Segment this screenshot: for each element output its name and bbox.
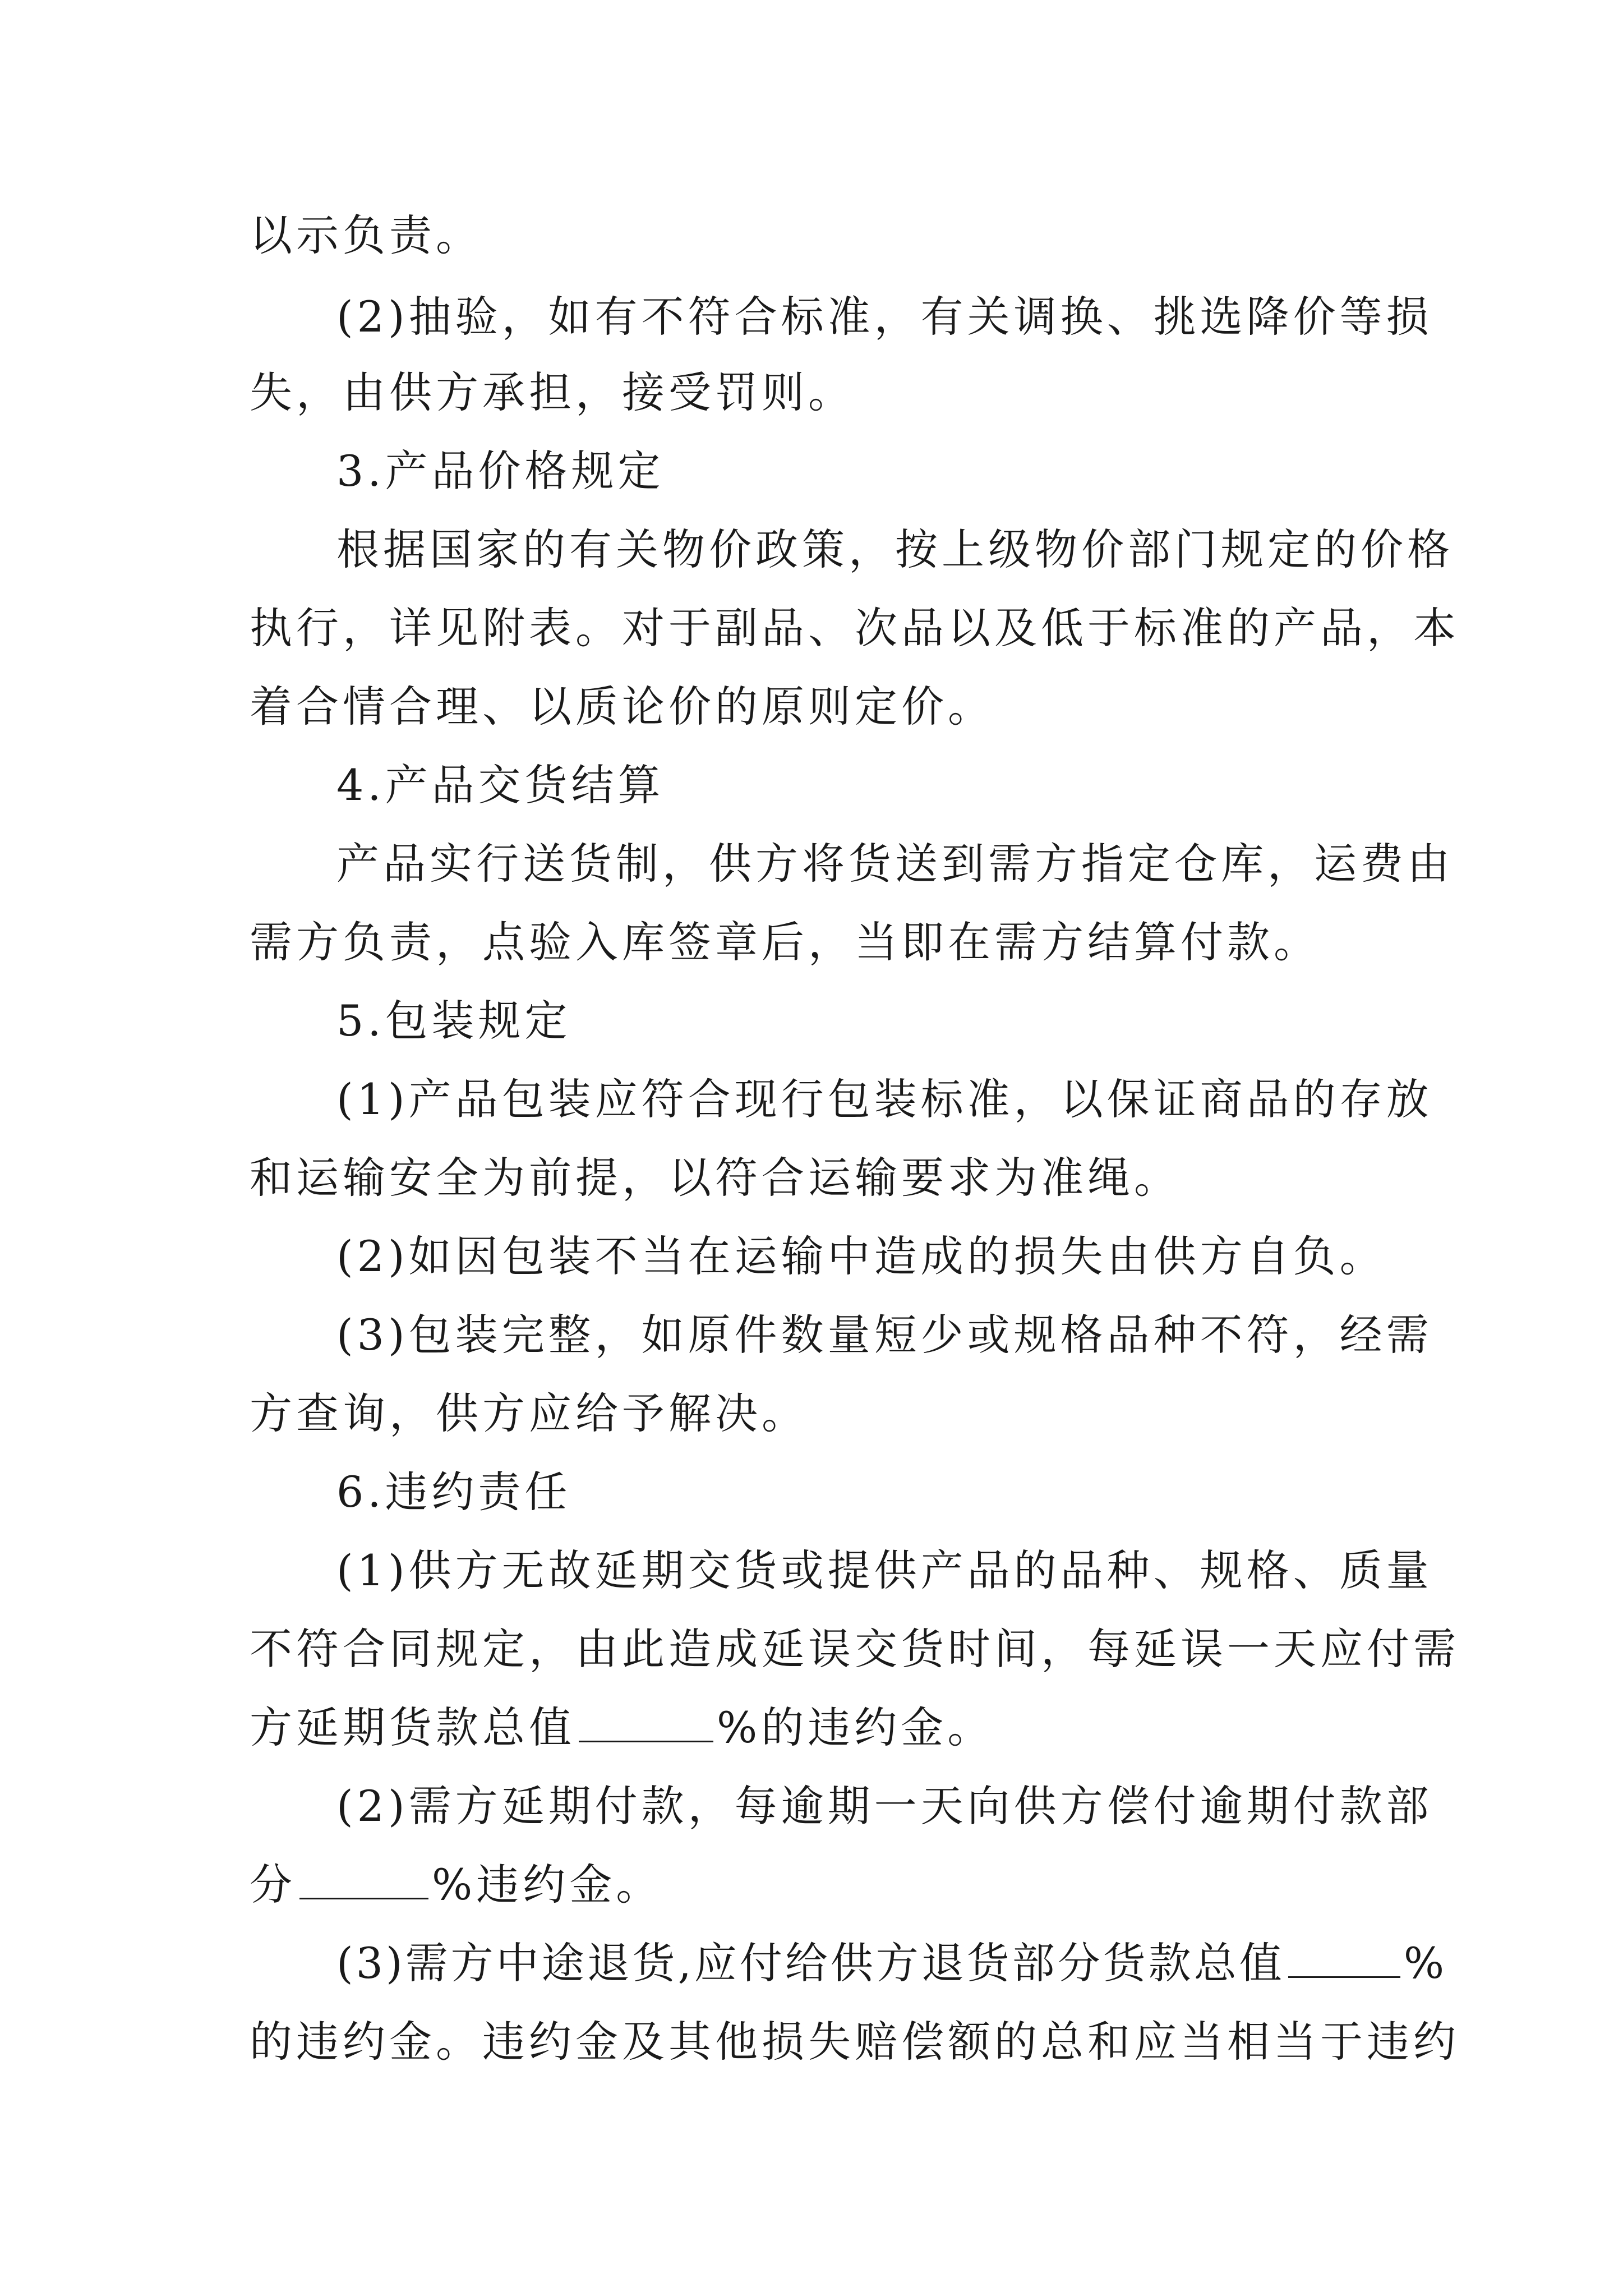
text-line: 和运输安全为前提，以符合运输要求为准绳。 <box>250 1153 1181 1203</box>
fill-in-blank <box>1288 1937 1400 1978</box>
text-line: (1)产品包装应符合现行包装标准，以保证商品的存放 <box>336 1074 1433 1124</box>
text-line: (2)如因包装不当在运输中造成的损失由供方自负。 <box>336 1231 1386 1281</box>
text-fragment: %的违约金。 <box>717 1703 994 1752</box>
text-line: (2)需方延期付款，每逾期一天向供方偿付逾期付款部 <box>336 1781 1433 1831</box>
section-heading: 3.产品价格规定 <box>336 446 665 496</box>
text-line: (3)包装完整，如原件数量短少或规格品种不符，经需 <box>336 1310 1433 1360</box>
text-fragment: 分 <box>250 1860 296 1910</box>
text-line: 根据国家的有关物价政策，按上级物价部门规定的价格 <box>336 524 1454 574</box>
text-line: 不符合同规定，由此造成延误交货时间，每延误一天应付需 <box>250 1624 1460 1674</box>
section-heading: 5.包装规定 <box>336 996 571 1046</box>
text-line: 的违约金。违约金及其他损失赔偿额的总和应当相当于违约 <box>250 2017 1460 2067</box>
text-line: 产品实行送货制，供方将货送到需方指定仓库，运费由 <box>336 839 1454 889</box>
section-heading: 6.违约责任 <box>336 1467 571 1517</box>
fill-in-blank <box>579 1701 713 1742</box>
text-line: 以示负责。 <box>250 210 482 260</box>
text-line <box>336 1935 1447 1991</box>
text-line: 着合情合理、以质论价的原则定价。 <box>250 682 994 731</box>
text-line <box>250 1700 1394 1756</box>
section-heading: 4.产品交货结算 <box>336 760 665 810</box>
text-line: 需方负责，点验入库签章后，当即在需方结算付款。 <box>250 917 1320 967</box>
text-line: (2)抽验，如有不符合标准，有关调换、挑选降价等损 <box>336 292 1433 342</box>
text-fragment: %违约金。 <box>432 1860 663 1910</box>
fill-in-blank <box>299 1858 428 1899</box>
text-fragment: 方延期货款总值 <box>250 1703 575 1752</box>
text-line: (1)供方无故延期交货或提供产品的品种、规格、质量 <box>336 1545 1433 1595</box>
text-line <box>250 1857 1394 1913</box>
text-fragment: (3)需方中途退货,应付给供方退货部分货款总值 <box>336 1938 1285 1988</box>
text-line: 失，由供方承担，接受罚则。 <box>250 367 855 417</box>
text-line: 执行，详见附表。对于副品、次品以及低于标准的产品，本 <box>250 603 1460 653</box>
text-fragment: % <box>1403 1938 1447 1988</box>
text-line: 方查询，供方应给予解决。 <box>250 1388 808 1438</box>
